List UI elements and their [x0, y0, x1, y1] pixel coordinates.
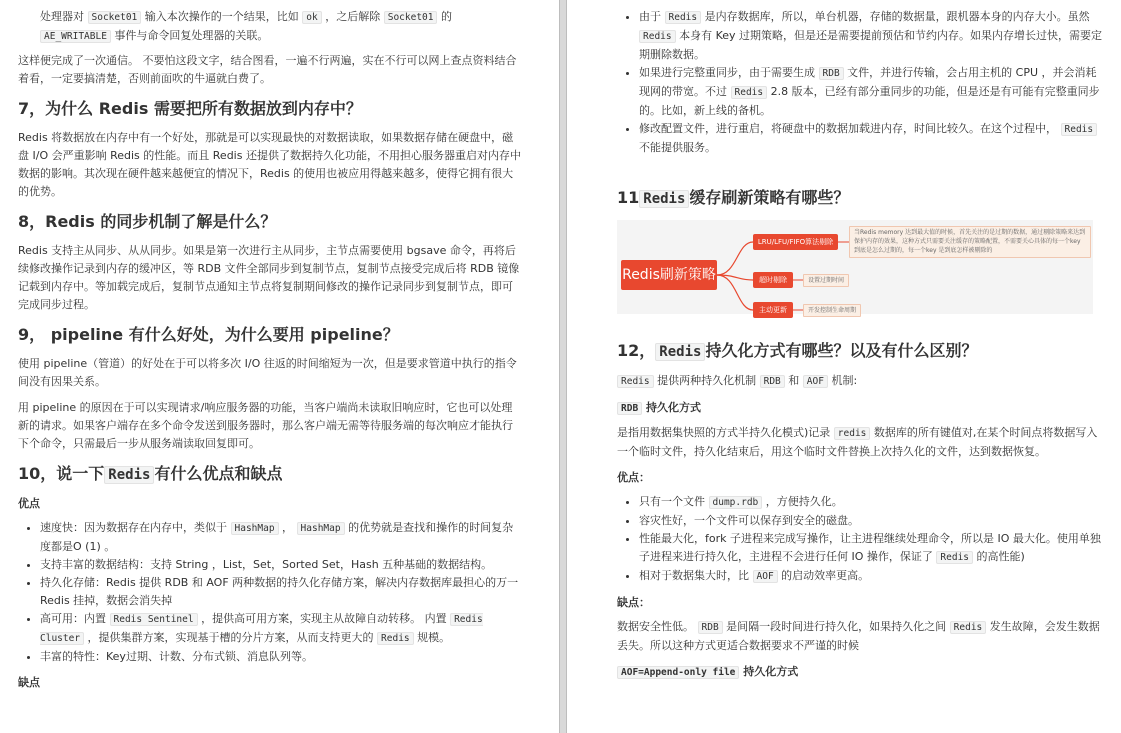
- paragraph-9b: 用 pipeline 的原因在于可以实现请求/响应服务器的功能，当客户端尚未读取旧响应时，它也可以处理新的请求。如果客户端存在多个命令发送到服务器时，那么客户端无需等待服务端的每次响应才能执行下个命令，只需最后一步从服务端读取回复即可。: [18, 401, 513, 450]
- text: 规模。: [417, 631, 451, 644]
- text: 修改配置文件，进行重启，将硬盘中的数据加载进内存，时间比较久。在这个过程中，: [639, 122, 1057, 135]
- inline-code: Redis: [377, 632, 414, 645]
- heading-9: 9， pipeline 有什么好处，为什么要用 pipeline？: [18, 325, 399, 344]
- disadvantages-list: [617, 8, 1107, 157]
- text: ，方便持久化。: [765, 495, 843, 508]
- inline-code: Redis: [639, 190, 689, 208]
- paragraph-9a: 使用 pipeline（管道）的好处在于可以将多次 I/O 往返的时间缩短为一次，但是要求管道中执行的指令间没有因果关系。: [18, 357, 517, 388]
- text: ，: [282, 521, 294, 534]
- list-item: [639, 8, 1107, 64]
- intro-paragraph: [18, 8, 521, 46]
- inline-code: HashMap: [297, 522, 345, 535]
- text: 的: [440, 10, 452, 23]
- text: 11: [617, 188, 640, 207]
- text: 速度快：因为数据存在内存中，类似于: [40, 521, 227, 534]
- text: 处理器对: [40, 10, 84, 23]
- text: 和: [788, 374, 800, 387]
- list-item: [639, 530, 1107, 567]
- list-item: [40, 519, 521, 556]
- text: 是内存数据库，所以，单台机器，存储的数据量，跟机器本身的内存大小。虽然: [704, 10, 1090, 23]
- text: 持久化方式有哪些？以及有什么区别？: [705, 341, 978, 360]
- text: 有什么优点和缺点: [154, 464, 283, 483]
- text: 机制:: [831, 374, 858, 387]
- mindmap-leaf-lru: 当Redis memory 达到最大值的时候，首先关注的是过期的数据，通过剔除策略来达到保护内存的效果，这种方式只需要关注缓存的策略配置，不需要关心具体的每一个key 到底是怎么过期的，每一个key 是到底怎样被剔除的: [849, 226, 1091, 258]
- paragraph-8: Redis 支持主从同步、从从同步。如果是第一次进行主从同步，主节点需要使用 bgsave 命令，再将后续修改操作记录到内存的缓冲区，等 RDB 文件全部同步到复制节点，复制节点接受完成后将 RDB 镜像记载到内存中。等加载完成后，复制节点通知主节点将复制期间修改的操作记录同步到复制节点，即可完成同步过程。: [18, 244, 520, 311]
- text: 文件，并进行传输，会占用主机的 CPU ，并会消耗现网的带宽。不过: [639, 66, 1097, 98]
- rdb-heading: [617, 399, 1107, 417]
- inline-code: AOF: [803, 375, 828, 388]
- text: 数据库的所有键值对,在某个时间点将数据写入一个临时文件，持久化结束后，用这个临时文件替换上次持久化的文件，达到数据恢复。: [617, 426, 1098, 458]
- text: 只有一个文件: [639, 495, 705, 508]
- inline-code: Redis: [617, 375, 654, 388]
- text: 10，说一下: [18, 464, 105, 483]
- aof-heading: [617, 663, 1107, 681]
- right-page: [567, 0, 1121, 733]
- list-item: • 持久化存储：Redis 提供 RDB 和 AOF 两种数据的持久化存储方案，解决内存数据库最担心的万一 Redis 挂掉，数据会消失掉: [40, 574, 521, 610]
- page-divider: [559, 0, 567, 733]
- inline-code: Redis: [665, 11, 702, 24]
- inline-code: AE_WRITABLE: [40, 30, 111, 43]
- text: 的优势就是查找和操作的时间复杂度都是O (1) 。: [40, 521, 514, 553]
- list-item: • 丰富的特性：Key过期、计数、分布式锁、消息队列等。: [40, 648, 521, 666]
- inline-code: redis: [834, 427, 871, 440]
- text: 相对于数据集大时，比: [639, 569, 749, 582]
- list-item: [639, 120, 1107, 157]
- text: 输入本次操作的一个结果，比如: [144, 10, 299, 23]
- inline-code: RDB: [819, 67, 844, 80]
- rdb-disadvantages-label: 缺点：: [617, 596, 650, 609]
- inline-code: Redis: [936, 551, 973, 564]
- summary-paragraph: 这样便完成了一次通信。 不要怕这段文字，结合图看，一遍不行两遍，实在不行可以网上查点资料结合着看，一定要搞清楚，否则前面吹的牛逼就白费了。: [18, 54, 517, 85]
- text: 性能最大化，fork 子进程来完成写操作，让主进程继续处理命令，所以是 IO 最大化。使用单独子进程来进行持久化，主进程不会进行任何 IO 操作，保证了: [639, 532, 1101, 563]
- text: 2.8 版本，已经有部分重同步的功能，但是还是有可能有完整重同步的。比如，新上线的备机。: [639, 85, 1100, 117]
- inline-code: Redis: [639, 30, 676, 43]
- text: 是指用数据集快照的方式半持久化模式)记录: [617, 426, 831, 439]
- left-page: [0, 0, 559, 733]
- mindmap-root: Redis刷新策略: [621, 260, 717, 290]
- list-item: [639, 493, 1107, 512]
- heading-10: [18, 463, 521, 486]
- text: 由于: [639, 10, 661, 23]
- inline-code: Socket01: [88, 11, 142, 24]
- rdb-description: [617, 424, 1107, 461]
- list-item: • 支持丰富的数据结构：支持 String ，List，Set，Sorted Set，Hash 五种基础的数据结构。: [40, 556, 521, 574]
- text: 高可用：内置: [40, 612, 106, 625]
- mindmap-leaf-timeout: 设置过期时间: [803, 274, 849, 287]
- list-item: [40, 610, 521, 648]
- list-item: [639, 567, 1107, 586]
- paragraph-7: Redis 将数据放在内存中有一个好处，那就是可以实现最快的对数据读取，如果数据存储在硬盘中，磁盘 I/O 会严重影响 Redis 的性能。而且 Redis 还提供了数据持久化功能，不用担心服务器重启对内存中数据的影响。其次现在硬件越来越便宜的情况下，Redis 的使用也被应用得越来越多，使得它拥有很大的优势。: [18, 131, 521, 198]
- inline-code: AOF: [753, 570, 778, 583]
- inline-code: RDB: [617, 402, 642, 415]
- text: 的高性能): [976, 550, 1025, 563]
- inline-code: Redis: [1061, 123, 1098, 136]
- mindmap-branch-active: 主动更新: [753, 302, 793, 318]
- text: 不能提供服务。: [639, 141, 716, 154]
- inline-code: AOF=Append-only file: [617, 666, 739, 679]
- inline-code: HashMap: [231, 522, 279, 535]
- text: 的启动效率更高。: [781, 569, 870, 582]
- text: 持久化方式: [743, 665, 799, 678]
- text: 缓存刷新策略有哪些？: [689, 188, 850, 207]
- mindmap-leaf-active: 开发控制生命周期: [803, 304, 861, 317]
- inline-code: dump.rdb: [709, 496, 763, 509]
- inline-code: Redis Sentinel: [110, 613, 198, 626]
- inline-code: Socket01: [384, 11, 438, 24]
- persistence-intro: [617, 372, 1107, 391]
- advantages-list: [18, 519, 521, 666]
- rdb-advantages-list: [617, 493, 1107, 586]
- inline-code: RDB: [760, 375, 785, 388]
- text: 12，: [617, 341, 656, 360]
- inline-code: Redis: [731, 86, 768, 99]
- heading-8: 8，Redis 的同步机制了解是什么？: [18, 212, 277, 231]
- text: 持久化方式: [646, 401, 702, 414]
- heading-11: [617, 187, 1107, 210]
- inline-code: Redis: [655, 343, 705, 361]
- inline-code: ok: [302, 11, 321, 24]
- inline-code: RDB: [698, 621, 723, 634]
- mindmap-branch-lru: LRU/LFU/FIFO算法剔除: [753, 234, 838, 250]
- rdb-advantages-label: 优点：: [617, 471, 650, 484]
- inline-code: Redis: [104, 466, 154, 484]
- text: 是间隔一段时间进行持久化，如果持久化之间: [726, 620, 947, 633]
- mindmap-branch-timeout: 超时剔除: [753, 272, 793, 288]
- rdb-disadvantages: [617, 618, 1107, 655]
- disadvantages-label: 缺点: [18, 676, 40, 689]
- text: 数据安全性低。: [617, 620, 694, 633]
- heading-12: [617, 340, 1107, 363]
- text: ，提供集群方案，实现基于槽的分片方案，从而支持更大的: [87, 631, 374, 644]
- text: 如果进行完整重同步，由于需要生成: [639, 66, 815, 79]
- text: 本身有 Key 过期策略，但是还是需要提前预估和节约内存。如果内存增长过快，需要定期删除数据。: [639, 29, 1103, 61]
- list-item: • 容灾性好，一个文件可以保存到安全的磁盘。: [639, 512, 1107, 530]
- text: ，之后解除: [325, 10, 381, 23]
- advantages-label: 优点: [18, 497, 40, 510]
- text: ，提供高可用方案，实现主从故障自动转移。 内置: [201, 612, 447, 625]
- heading-7: 7，为什么 Redis 需要把所有数据放到内存中？: [18, 99, 362, 118]
- text: 事件与命令回复处理器的关联。: [114, 29, 269, 42]
- inline-code: Redis Cluster: [40, 614, 483, 644]
- text: 提供两种持久化机制: [657, 374, 757, 387]
- text: 发生故障，会发生数据丢失。所以这种方式更适合数据要求不严谨的时候: [617, 620, 1100, 652]
- inline-code: Redis: [950, 621, 987, 634]
- list-item: [639, 64, 1107, 120]
- refresh-strategy-mindmap: [617, 220, 1093, 314]
